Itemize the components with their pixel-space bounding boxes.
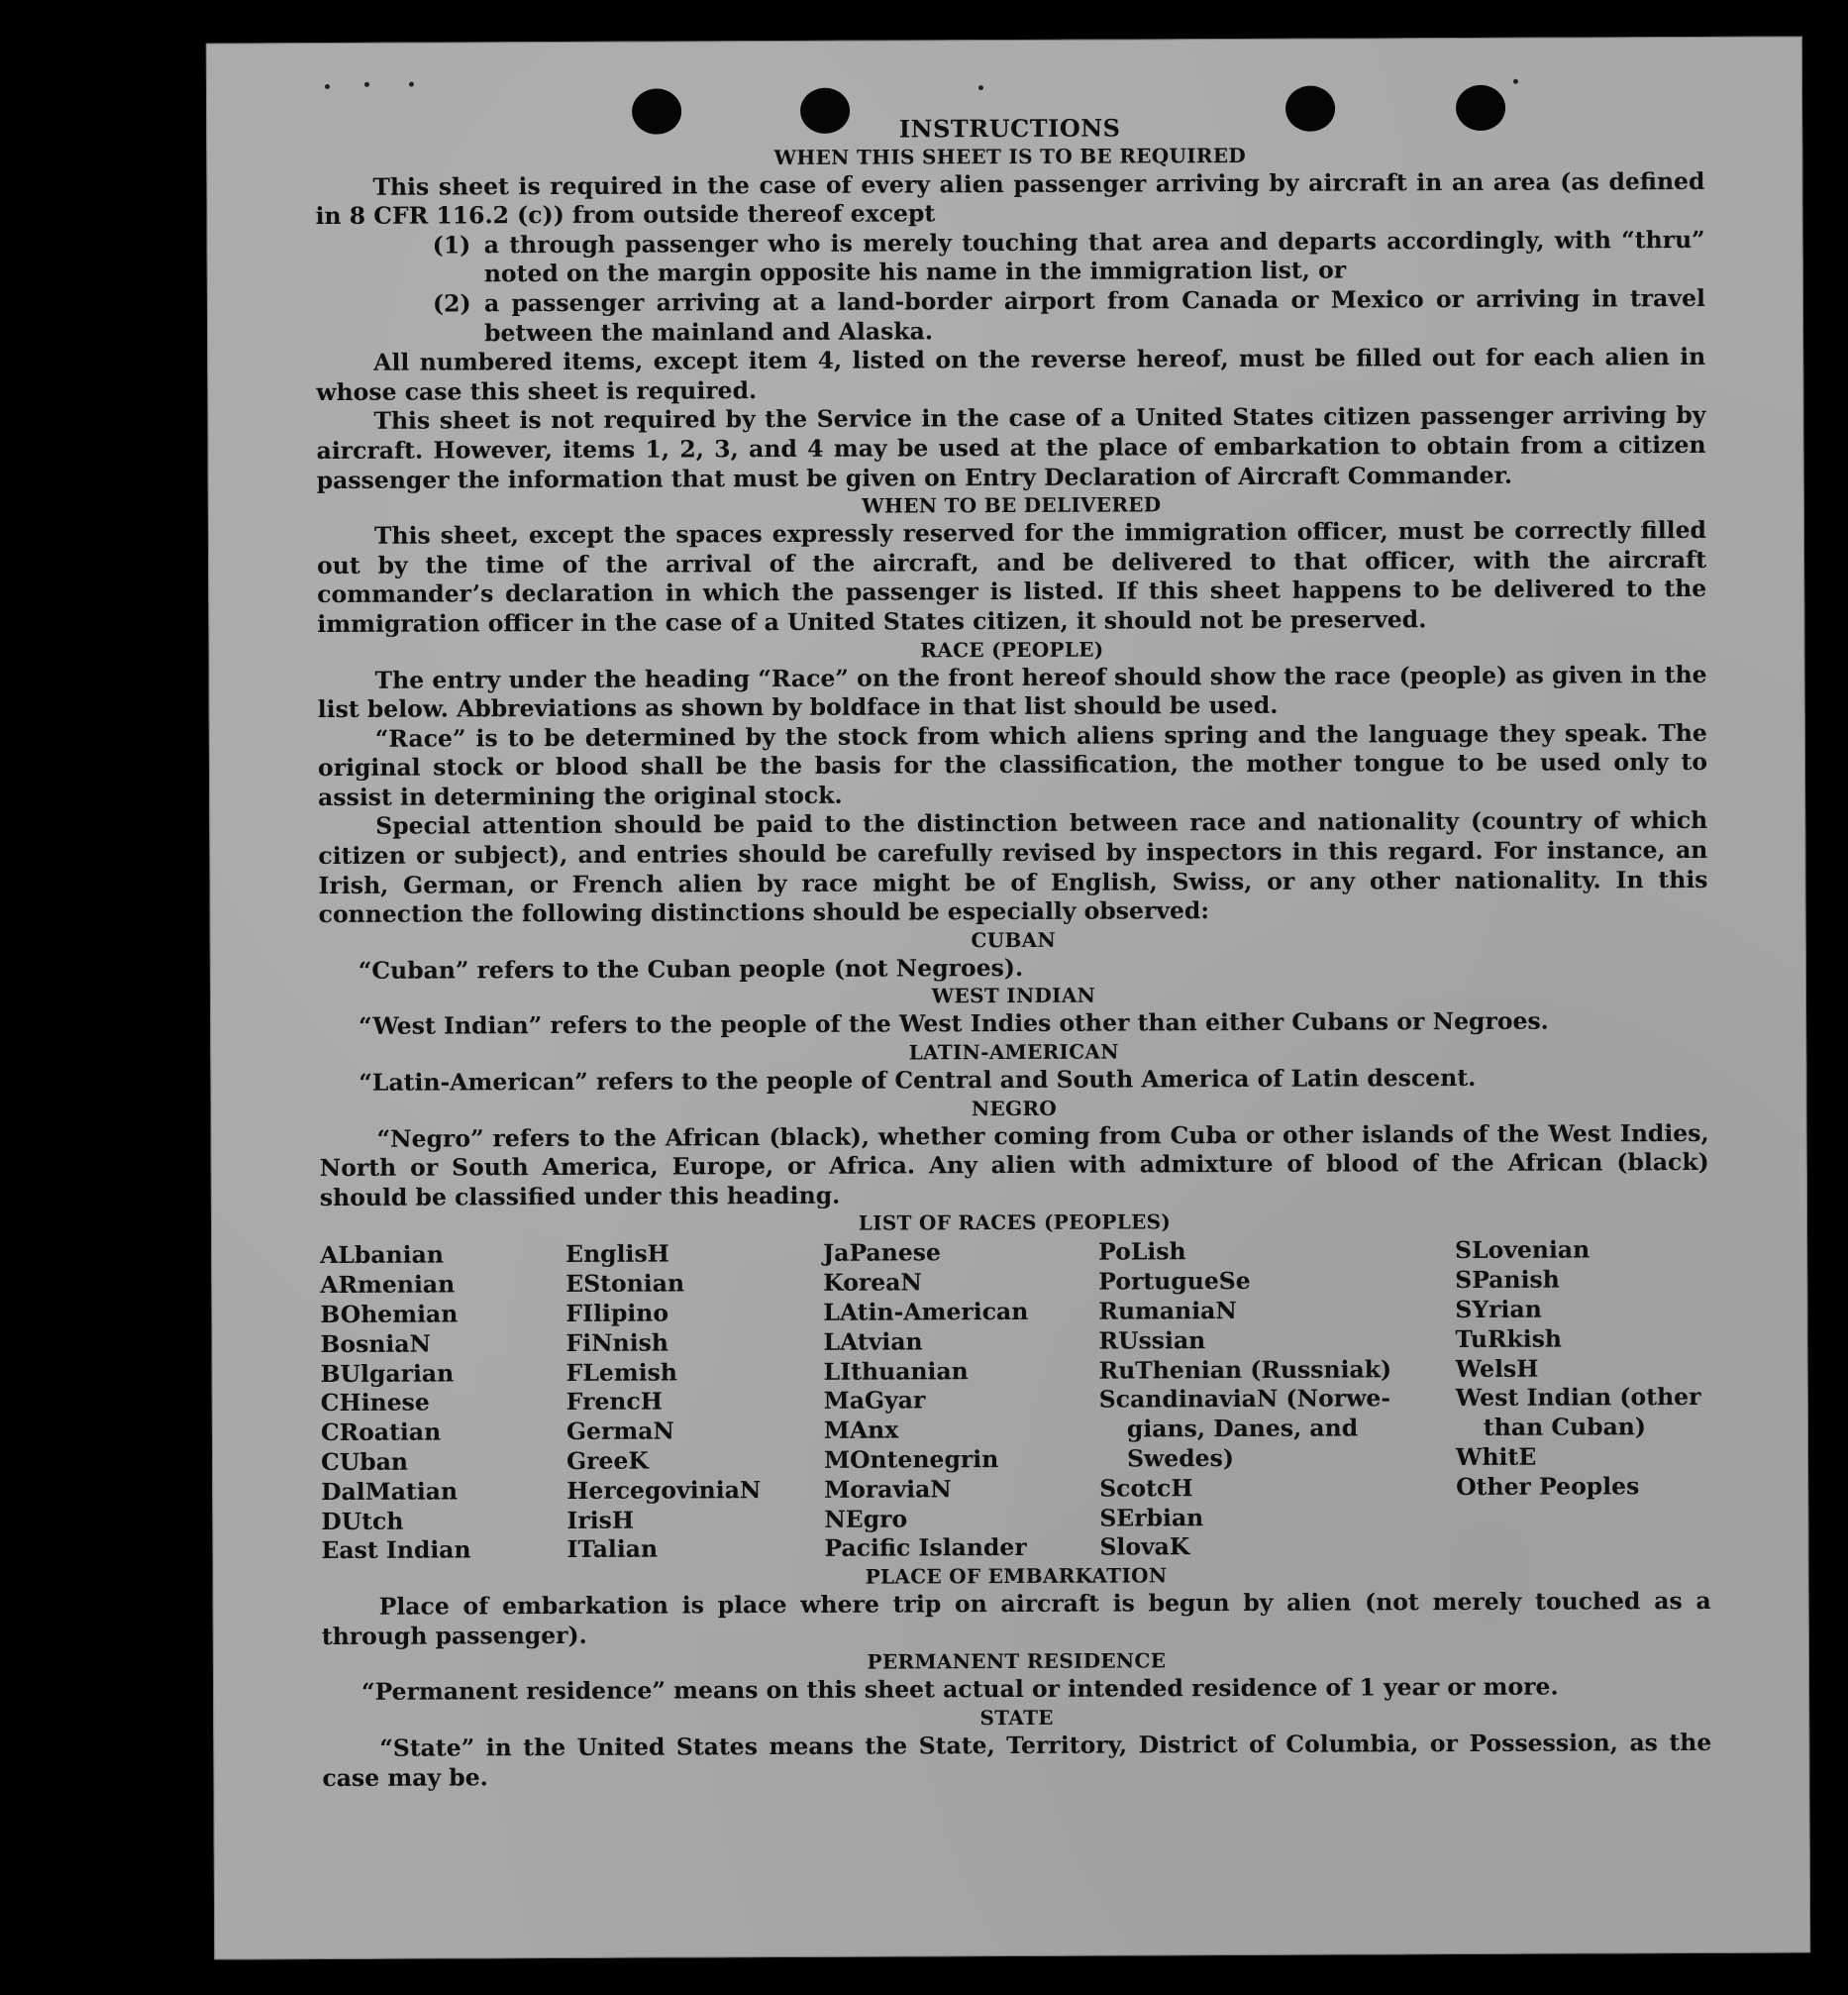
race-entry: FLemish <box>565 1358 677 1387</box>
race-entry: FrencH <box>565 1387 664 1417</box>
race-entry: WelsH <box>1455 1354 1539 1383</box>
section-title-when-required: WHEN THIS SHEET IS TO BE REQUIRED <box>773 143 1247 169</box>
race-entry: MOntenegrin <box>823 1445 999 1474</box>
race-entry: ALbanian <box>320 1240 444 1270</box>
race-entry: EStonian <box>565 1269 685 1299</box>
race-entry: RumaniaN <box>1098 1296 1237 1325</box>
race-entry: FIlipino <box>565 1299 669 1327</box>
section-title-list-of-races: LIST OF RACES (PEOPLES) <box>858 1209 1172 1236</box>
race-entry: RUssian <box>1098 1325 1206 1355</box>
race-para: Special attention should be paid to the distinction between race and nationality (country of which citizen or subject), and entries should be carefully revised by inspectors in this regard. For instance, an Irish, German, or French alien by race might be of English, Swiss, or any other nationality. In this connection the following distinctions should be especially observed: <box>318 806 1708 929</box>
section-title-race: RACE (PEOPLE) <box>920 637 1104 662</box>
race-entry: DUtch <box>321 1507 404 1535</box>
race-entry: PortugueSe <box>1098 1267 1251 1296</box>
race-entry: MoraviaN <box>824 1475 952 1504</box>
race-entry: SlovaK <box>1099 1532 1190 1561</box>
race-entry: ITalian <box>566 1534 659 1564</box>
race-para: The entry under the heading “Race” on the front hereof should show the race (people) as given in the list below. Abbreviations as shown by boldface in that list should be used. <box>317 660 1707 724</box>
definition-title: WEST INDIAN <box>931 984 1096 1008</box>
race-entry: Other Peoples <box>1456 1472 1640 1501</box>
race-entry: DalMatian <box>321 1477 459 1506</box>
race-entry: ScandinaviaN (Norwe- <box>1098 1384 1391 1414</box>
race-entry: BUlgarian <box>320 1359 455 1388</box>
race-entry: JaPanese <box>823 1238 942 1268</box>
race-entry: gians, Danes, and <box>1126 1414 1359 1443</box>
race-entry: GreeK <box>565 1446 649 1475</box>
residence-text: “Permanent residence” means on this sheet actual or intended residence of 1 year or more. <box>360 1672 1559 1707</box>
race-entry: LAtin-American <box>823 1297 1029 1326</box>
race-entry: IrisH <box>566 1506 635 1534</box>
speck <box>978 85 983 90</box>
race-entry: ScotcH <box>1099 1473 1193 1503</box>
definition-title: NEGRO <box>971 1096 1058 1120</box>
race-entry: LIthuanian <box>823 1356 969 1386</box>
race-entry: GermaN <box>565 1417 674 1446</box>
race-entry: HercegoviniaN <box>566 1475 762 1505</box>
race-entry: West Indian (other <box>1455 1383 1701 1413</box>
document-page <box>206 36 1810 1959</box>
speck <box>1513 79 1518 84</box>
definition-title: LATIN-AMERICAN <box>908 1039 1119 1065</box>
speck <box>325 84 330 89</box>
definition-text: “Latin-American” refers to the people of Central and South America of Latin descent. <box>359 1063 1477 1097</box>
race-entry: CUban <box>320 1447 409 1477</box>
race-entry: CHinese <box>320 1388 430 1418</box>
item-number: (2) <box>432 289 471 318</box>
definition-text: “West Indian” refers to the people of the West Indies other than either Cubans or Negroes. <box>359 1007 1549 1041</box>
race-entry: CRoatian <box>320 1418 442 1447</box>
race-column <box>565 1239 824 1565</box>
race-entry: MAnx <box>823 1416 899 1445</box>
state-text: “State” in the United States means the State, Territory, District of Columbia, or Possession, as the case may be. <box>322 1728 1712 1792</box>
definition-text: “Cuban” refers to the Cuban people (not Negroes). <box>358 953 1024 985</box>
race-entry: LAtvian <box>823 1327 923 1356</box>
race-para: “Race” is to be determined by the stock from which aliens spring and the language they speak. The original stock or blood shall be the basis for the classification, the mother tongue to be used only to assist in determining the original stock. <box>317 718 1708 811</box>
race-entry: WhitE <box>1455 1442 1537 1472</box>
exception-item <box>316 226 1705 290</box>
race-entry: FiNnish <box>565 1328 668 1357</box>
when-required-para: All numbered items, except item 4, listed on the reverse hereof, must be filled out for each alien in whose case this sheet is required. <box>316 343 1706 406</box>
race-entry: Pacific Islander <box>824 1533 1027 1563</box>
race-entry: SErbian <box>1099 1503 1204 1532</box>
item-number: (1) <box>432 231 471 260</box>
race-entry: EnglisH <box>565 1239 669 1269</box>
exception-item <box>316 284 1705 349</box>
race-column <box>320 1240 566 1566</box>
definition-title: CUBAN <box>971 927 1057 953</box>
race-column <box>1098 1236 1456 1562</box>
page-title: INSTRUCTIONS <box>898 113 1121 144</box>
item-text: a passenger arriving at a land-border airport from Canada or Mexico or arriving in travel between the mainland and Alaska. <box>483 283 1705 347</box>
section-title-residence: PERMANENT RESIDENCE <box>867 1648 1167 1674</box>
race-column <box>823 1238 1099 1564</box>
when-required-para: This sheet is not required by the Service in the case of a United States citizen passenger arriving by aircraft. However, items 1, 2, 3, and 4 may be used at the place of embarkation to obtain from a citizen passenger the information that must be given on Entry Declaration of Aircraft Commander. <box>316 401 1706 494</box>
race-column <box>1455 1235 1710 1561</box>
race-entry: NEgro <box>824 1505 908 1533</box>
race-entry: PoLish <box>1098 1237 1186 1267</box>
race-entry: East Indian <box>321 1535 471 1565</box>
race-entry: SYrian <box>1455 1295 1542 1324</box>
race-entry: ARmenian <box>320 1270 456 1300</box>
race-entry: than Cuban) <box>1483 1413 1647 1442</box>
definition-text: “Negro” refers to the African (black), whether coming from Cuba or other islands of the West Indies, North or South America, Europe, or Africa. Any alien with admixture of blood of the African (black) should be classified under this heading. <box>319 1118 1709 1211</box>
embarkation-text: Place of embarkation is place where trip on aircraft is begun by alien (not merely touched as a through passenger). <box>321 1587 1711 1650</box>
when-delivered-text: This sheet, except the spaces expressly reserved for the immigration officer, must be correctly filled out by the time of the arrival of the aircraft, and be delivered to that officer, with the aircraft commander’s declaration in which the passenger is listed. If this sheet happens to be delivered to the immigration officer in the case of a United States citizen, it should not be preserved. <box>317 516 1707 638</box>
race-entry: MaGyar <box>823 1386 926 1416</box>
instructions-content <box>315 111 1711 1793</box>
race-entry: RuThenian (Russniak) <box>1098 1354 1392 1385</box>
race-entry: BosniaN <box>320 1329 432 1358</box>
race-list <box>320 1235 1710 1566</box>
section-title-embarkation: PLACE OF EMBARKATION <box>865 1563 1168 1589</box>
race-entry: SLovenian <box>1455 1235 1591 1265</box>
race-entry: TuRkish <box>1455 1324 1563 1353</box>
race-entry: KoreaN <box>823 1268 922 1298</box>
race-entry: BOhemian <box>320 1300 459 1329</box>
section-title-when-delivered: WHEN TO BE DELIVERED <box>862 492 1162 518</box>
item-text: a through passenger who is merely touching that area and departs accordingly, with “thru” noted on the margin opposite his name in the immigration list, or <box>483 225 1705 288</box>
race-entry: Swedes) <box>1126 1443 1234 1473</box>
speck <box>409 82 414 87</box>
speck <box>364 82 369 87</box>
section-title-state: STATE <box>979 1705 1054 1731</box>
when-required-intro: This sheet is required in the case of every alien passenger arriving by aircraft in an area (as defined in 8 CFR 116.2 (c)) from outside thereof except <box>315 166 1705 231</box>
race-entry: SPanish <box>1455 1265 1560 1295</box>
